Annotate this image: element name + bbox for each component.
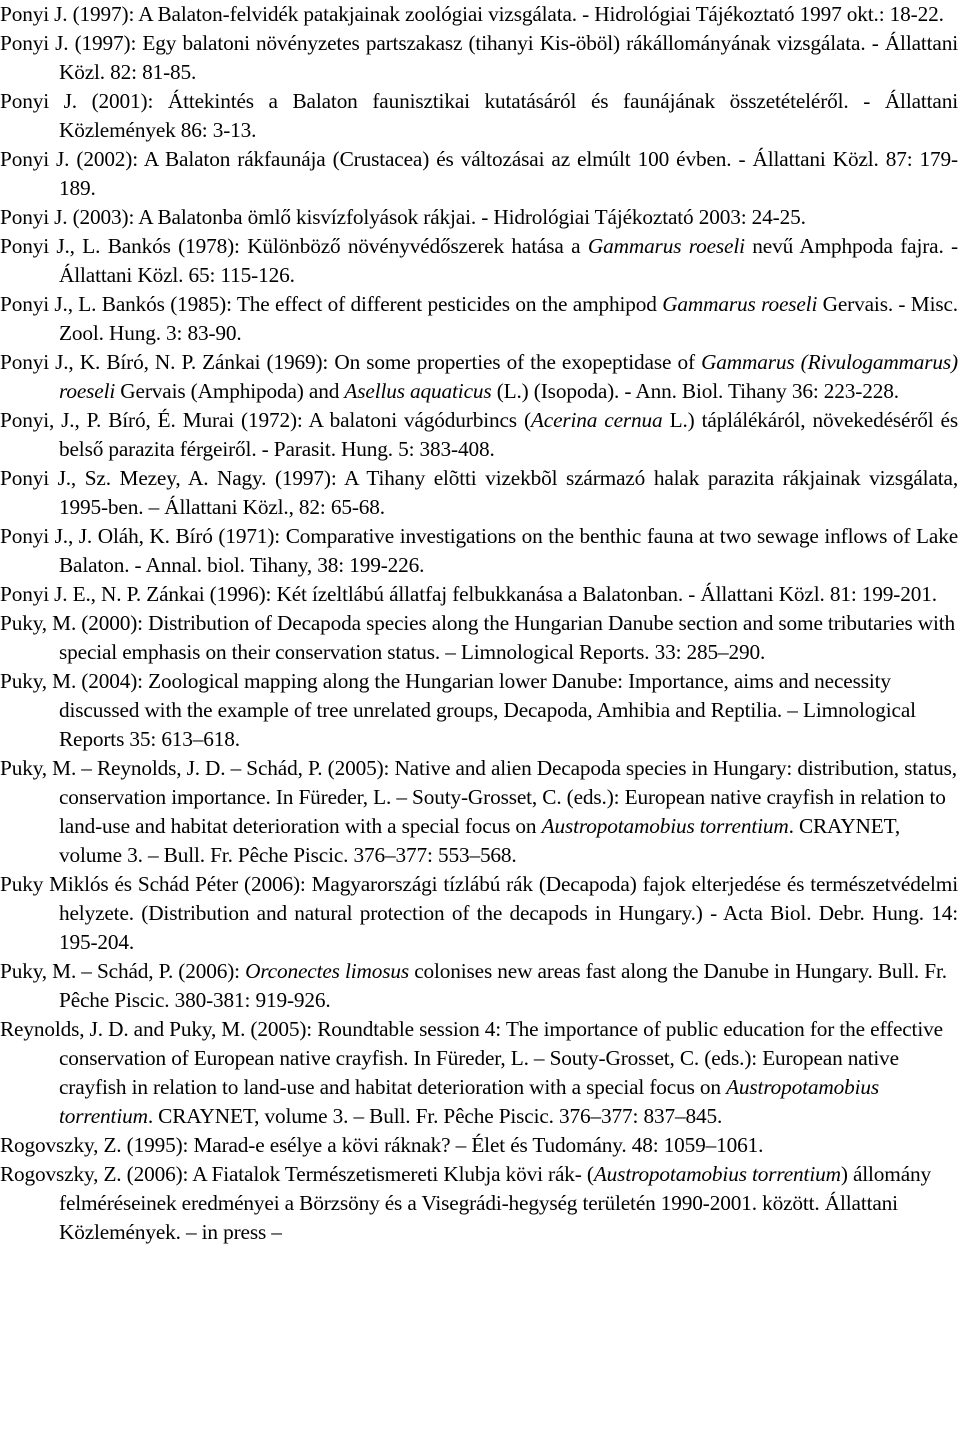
reference-text: Ponyi J., K. Bíró, N. P. Zánkai (1969): On some properties of the exopeptidase of bbox=[0, 350, 702, 374]
reference-text: Puky, M. (2000): Distribution of Decapoda species along the Hungarian Danube section and some tributaries with special emphasis on their conservation status. – Limnological Reports. 33: 285–290. bbox=[0, 611, 956, 664]
reference-entry bbox=[0, 0, 958, 29]
reference-entry bbox=[0, 522, 958, 580]
taxon-name-italic: Gammarus roeseli bbox=[662, 292, 818, 316]
reference-text: nevű Amphpoda fajra. - Állattani Közl. 65: 115-126. bbox=[59, 234, 959, 287]
reference-entry bbox=[0, 290, 958, 348]
reference-entry bbox=[0, 754, 958, 870]
reference-text: Ponyi J., J. Oláh, K. Bíró (1971): Comparative investigations on the benthic fauna at two sewage inflows of Lake Balaton. - Annal. biol. Tihany, 38: 199-226. bbox=[0, 524, 958, 577]
reference-entry bbox=[0, 406, 958, 464]
reference-text: ) állomány felméréseinek eredményei a Börzsöny és a Visegrádi-hegység területén 1990-2001. között. Állattani Közlemények. – in press – bbox=[59, 1162, 931, 1244]
reference-text: Ponyi J. (1997): Egy balatoni növényzetes partszakasz (tihanyi Kis-öböl) rákállományának vizsgálata. - Állattani Közl. 82: 81-85. bbox=[0, 31, 958, 84]
reference-text: Ponyi J. (2003): A Balatonba ömlő kisvízfolyások rákjai. - Hidrológiai Tájékoztató 2003: 24-25. bbox=[0, 205, 806, 229]
reference-text: Ponyi, J., P. Bíró, É. Murai (1972): A balatoni vágódurbincs ( bbox=[0, 408, 531, 432]
reference-text: Puky, M. – Schád, P. (2006): bbox=[0, 959, 246, 983]
taxon-name-italic: Acerina cernua bbox=[530, 408, 663, 432]
taxon-name-italic: Austropotamobius torrentium bbox=[59, 1075, 880, 1128]
reference-entry bbox=[0, 667, 958, 754]
reference-text: Gervais (Amphipoda) and bbox=[115, 379, 345, 403]
reference-entry bbox=[0, 232, 958, 290]
taxon-name-italic: Gammarus (Rivulogammarus) roeseli bbox=[59, 350, 958, 403]
reference-text: . CRAYNET, volume 3. – Bull. Fr. Pêche Piscic. 376–377: 837–845. bbox=[147, 1104, 723, 1128]
reference-entry bbox=[0, 870, 958, 957]
reference-text: Rogovszky, Z. (1995): Marad-e esélye a kövi ráknak? – Élet és Tudomány. 48: 1059–1061. bbox=[0, 1133, 764, 1157]
taxon-name-italic: Austropotamobius torrentium bbox=[593, 1162, 841, 1186]
reference-text: Ponyi J., L. Bankós (1978): Különböző növényvédőszerek hatása a bbox=[0, 234, 588, 258]
reference-text: Ponyi J. (2001): Áttekintés a Balaton faunisztikai kutatásáról és faunájának összetételéről. - Állattani Közlemények 86: 3-13. bbox=[0, 89, 958, 142]
reference-text: Ponyi J. (1997): A Balaton-felvidék patakjainak zoológiai vizsgálata. - Hidrológiai Tájékoztató 1997 okt.: 18-22. bbox=[0, 2, 944, 26]
reference-text: (L.) (Isopoda). - Ann. Biol. Tihany 36: 223-228. bbox=[491, 379, 899, 403]
reference-text: Puky, M. (2004): Zoological mapping along the Hungarian lower Danube: Importance, aims and necessity discussed with the example of tree unrelated groups, Decapoda, Amhibia and Reptilia. – Limnological Reports 35: 613–618. bbox=[0, 669, 916, 751]
reference-entry bbox=[0, 29, 958, 87]
reference-entry bbox=[0, 1015, 958, 1131]
reference-text: Puky, M. – Reynolds, J. D. – Schád, P. (2005): Native and alien Decapoda species in Hungary: distribution, status, conservation importance. In Füreder, L. – Souty-Grosset, C. (eds.): European native crayfish in relation to land-use and habitat deterioration with a special focus on bbox=[0, 756, 957, 838]
reference-text: Ponyi J. (2002): A Balaton rákfaunája (Crustacea) és változásai az elmúlt 100 évben. - Állattani Közl. 87: 179-189. bbox=[0, 147, 958, 200]
reference-text: Ponyi J., Sz. Mezey, A. Nagy. (1997): A Tihany elõtti vizekbõl származó halak parazita rákjainak vizsgálata, 1995-ben. – Állattani Közl., 82: 65-68. bbox=[0, 466, 958, 519]
reference-entry bbox=[0, 1131, 958, 1160]
reference-entry bbox=[0, 203, 958, 232]
reference-text: . CRAYNET, volume 3. – Bull. Fr. Pêche Piscic. 376–377: 553–568. bbox=[59, 814, 901, 867]
reference-entry bbox=[0, 87, 958, 145]
reference-text: Rogovszky, Z. (2006): A Fiatalok Természetismereti Klubja kövi rák- ( bbox=[0, 1162, 594, 1186]
taxon-name-italic: Gammarus roeseli bbox=[587, 234, 745, 258]
reference-text: Reynolds, J. D. and Puky, M. (2005): Roundtable session 4: The importance of public education for the effective conservation of European native crayfish. In Füreder, L. – Souty-Grosset, C. (eds.): European native crayfish in relation to land-use and habitat deterioration with a special focus on bbox=[0, 1017, 943, 1099]
taxon-name-italic: Austropotamobius torrentium bbox=[541, 814, 789, 838]
reference-text: Gervais. - Misc. Zool. Hung. 3: 83-90. bbox=[59, 292, 958, 345]
reference-text: Puky Miklós és Schád Péter (2006): Magyarországi tízlábú rák (Decapoda) fajok elterjedése és természetvédelmi helyzete. (Distribution and natural protection of the decapods in Hungary.) - Acta Biol. Debr. Hung. 14: 195-204. bbox=[0, 872, 958, 954]
reference-entry bbox=[0, 957, 958, 1015]
reference-text: L.) táplálékáról, növekedéséről és belső parazita férgeiről. - Parasit. Hung. 5: 383-408. bbox=[59, 408, 959, 461]
reference-entry bbox=[0, 464, 958, 522]
reference-entry bbox=[0, 580, 958, 609]
reference-entry bbox=[0, 348, 958, 406]
reference-text: Ponyi J. E., N. P. Zánkai (1996): Két ízeltlábú állatfaj felbukkanása a Balatonban. - Állattani Közl. 81: 199-201. bbox=[0, 582, 937, 606]
reference-entry bbox=[0, 1160, 958, 1247]
taxon-name-italic: Orconectes limosus bbox=[245, 959, 410, 983]
reference-entry bbox=[0, 145, 958, 203]
reference-text: colonises new areas fast along the Danube in Hungary. Bull. Fr. Pêche Piscic. 380-381: 919-926. bbox=[59, 959, 947, 1012]
reference-entry bbox=[0, 609, 958, 667]
taxon-name-italic: Asellus aquaticus bbox=[344, 379, 492, 403]
reference-text: Ponyi J., L. Bankós (1985): The effect of different pesticides on the amphipod bbox=[0, 292, 663, 316]
